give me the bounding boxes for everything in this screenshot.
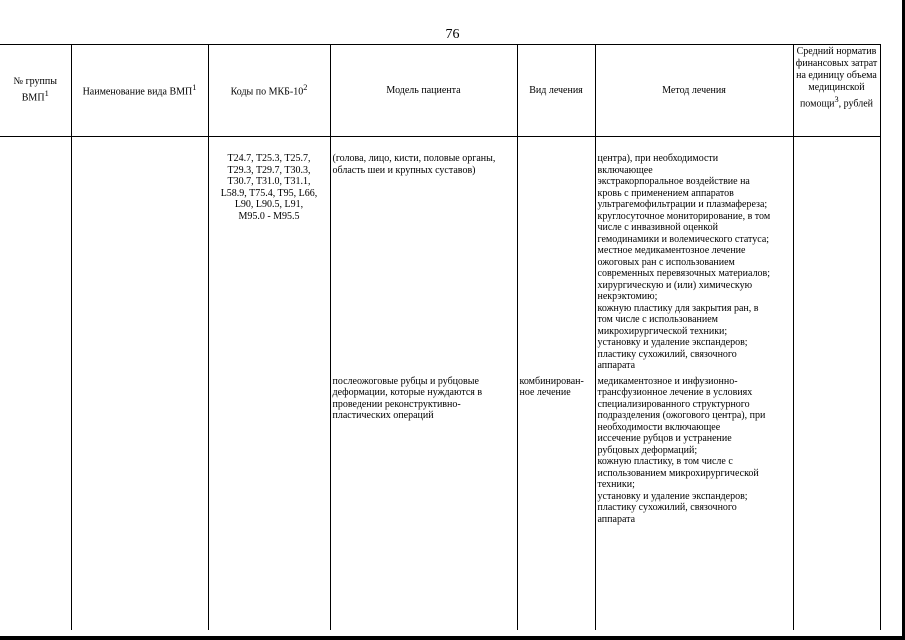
- table-row: [0, 372, 880, 526]
- avg-cost-cell: [793, 153, 880, 372]
- patient-model-cell: (голова, лицо, кисти, половые органы, область шеи и крупных суставов): [330, 153, 517, 372]
- spacer-row: [0, 137, 880, 154]
- page-number: 76: [445, 27, 460, 42]
- filler-row: [0, 525, 880, 630]
- table-row: [0, 153, 880, 372]
- header-icd-codes: Коды по МКБ-$10^2$: [208, 45, 330, 137]
- vmp-table: [0, 44, 881, 630]
- treatment-type-cell: комбинирован- ное лечение: [517, 372, 595, 526]
- treatment-method-cell: центра), при необходимости включающее экстракорпоральное воздействие на кровь с применением аппаратов ультрагемофильтрации и плазмафереза; круглосуточное мониторирование, в том числе с инвазивной оценкой гемодинамики и волемического статуса; местное медикаментозное лечение ожоговых ран с использованием современных перевязочных материалов; хирургическую и (или) химическую некрэктомию; кожную пластику для закрытия ран, в том числе с использованием микрохирургической техники; установку и удаление экспандеров; пластику сухожилий, связочного аппарата: [595, 153, 793, 372]
- header-patient-model: Модель пациента: [330, 45, 517, 137]
- icd-codes-cell: [208, 372, 330, 526]
- treatment-method-cell: медикаментозное и инфузионно- трансфузионное лечение в условиях специализированного структурного подразделения (ожогового центра), при необходимости включающее иссечение рубцов и устранение рубцовых деформаций; кожную пластику, в том числе с использованием микрохирургической техники; установку и удаление экспандеров; пластику сухожилий, связочного аппарата: [595, 372, 793, 526]
- vmp-name-cell: [71, 153, 208, 372]
- group-no-cell: [0, 372, 71, 526]
- header-group-no: № группы ВМП$^1$: [0, 45, 71, 137]
- header-treatment-method: Метод лечения: [595, 45, 793, 137]
- patient-model-cell: послеожоговые рубцы и рубцовые деформации, которые нуждаются в проведении реконструктивно- пластических операций: [330, 372, 517, 526]
- icd-codes-cell: T24.7, T25.3, T25.7, T29.3, T29.7, T30.3, T30.7, T31.0, T31.1, L58.9, T75.4, T95, L66, L90, L90.5, L91, M95.0 - M95.5: [208, 153, 330, 372]
- page-edge-bottom: [0, 636, 905, 640]
- header-row: [0, 45, 880, 137]
- header-treatment-type: Вид лечения: [517, 45, 595, 137]
- treatment-type-cell: [517, 153, 595, 372]
- header-vmp-name: Наименование вида ВМП$^1$: [71, 45, 208, 137]
- header-avg-cost: Средний норматив финансовых затрат на единицу объема медицинской помощи$^3$, рублей: [793, 45, 880, 137]
- group-no-cell: [0, 153, 71, 372]
- avg-cost-cell: [793, 372, 880, 526]
- vmp-name-cell: [71, 372, 208, 526]
